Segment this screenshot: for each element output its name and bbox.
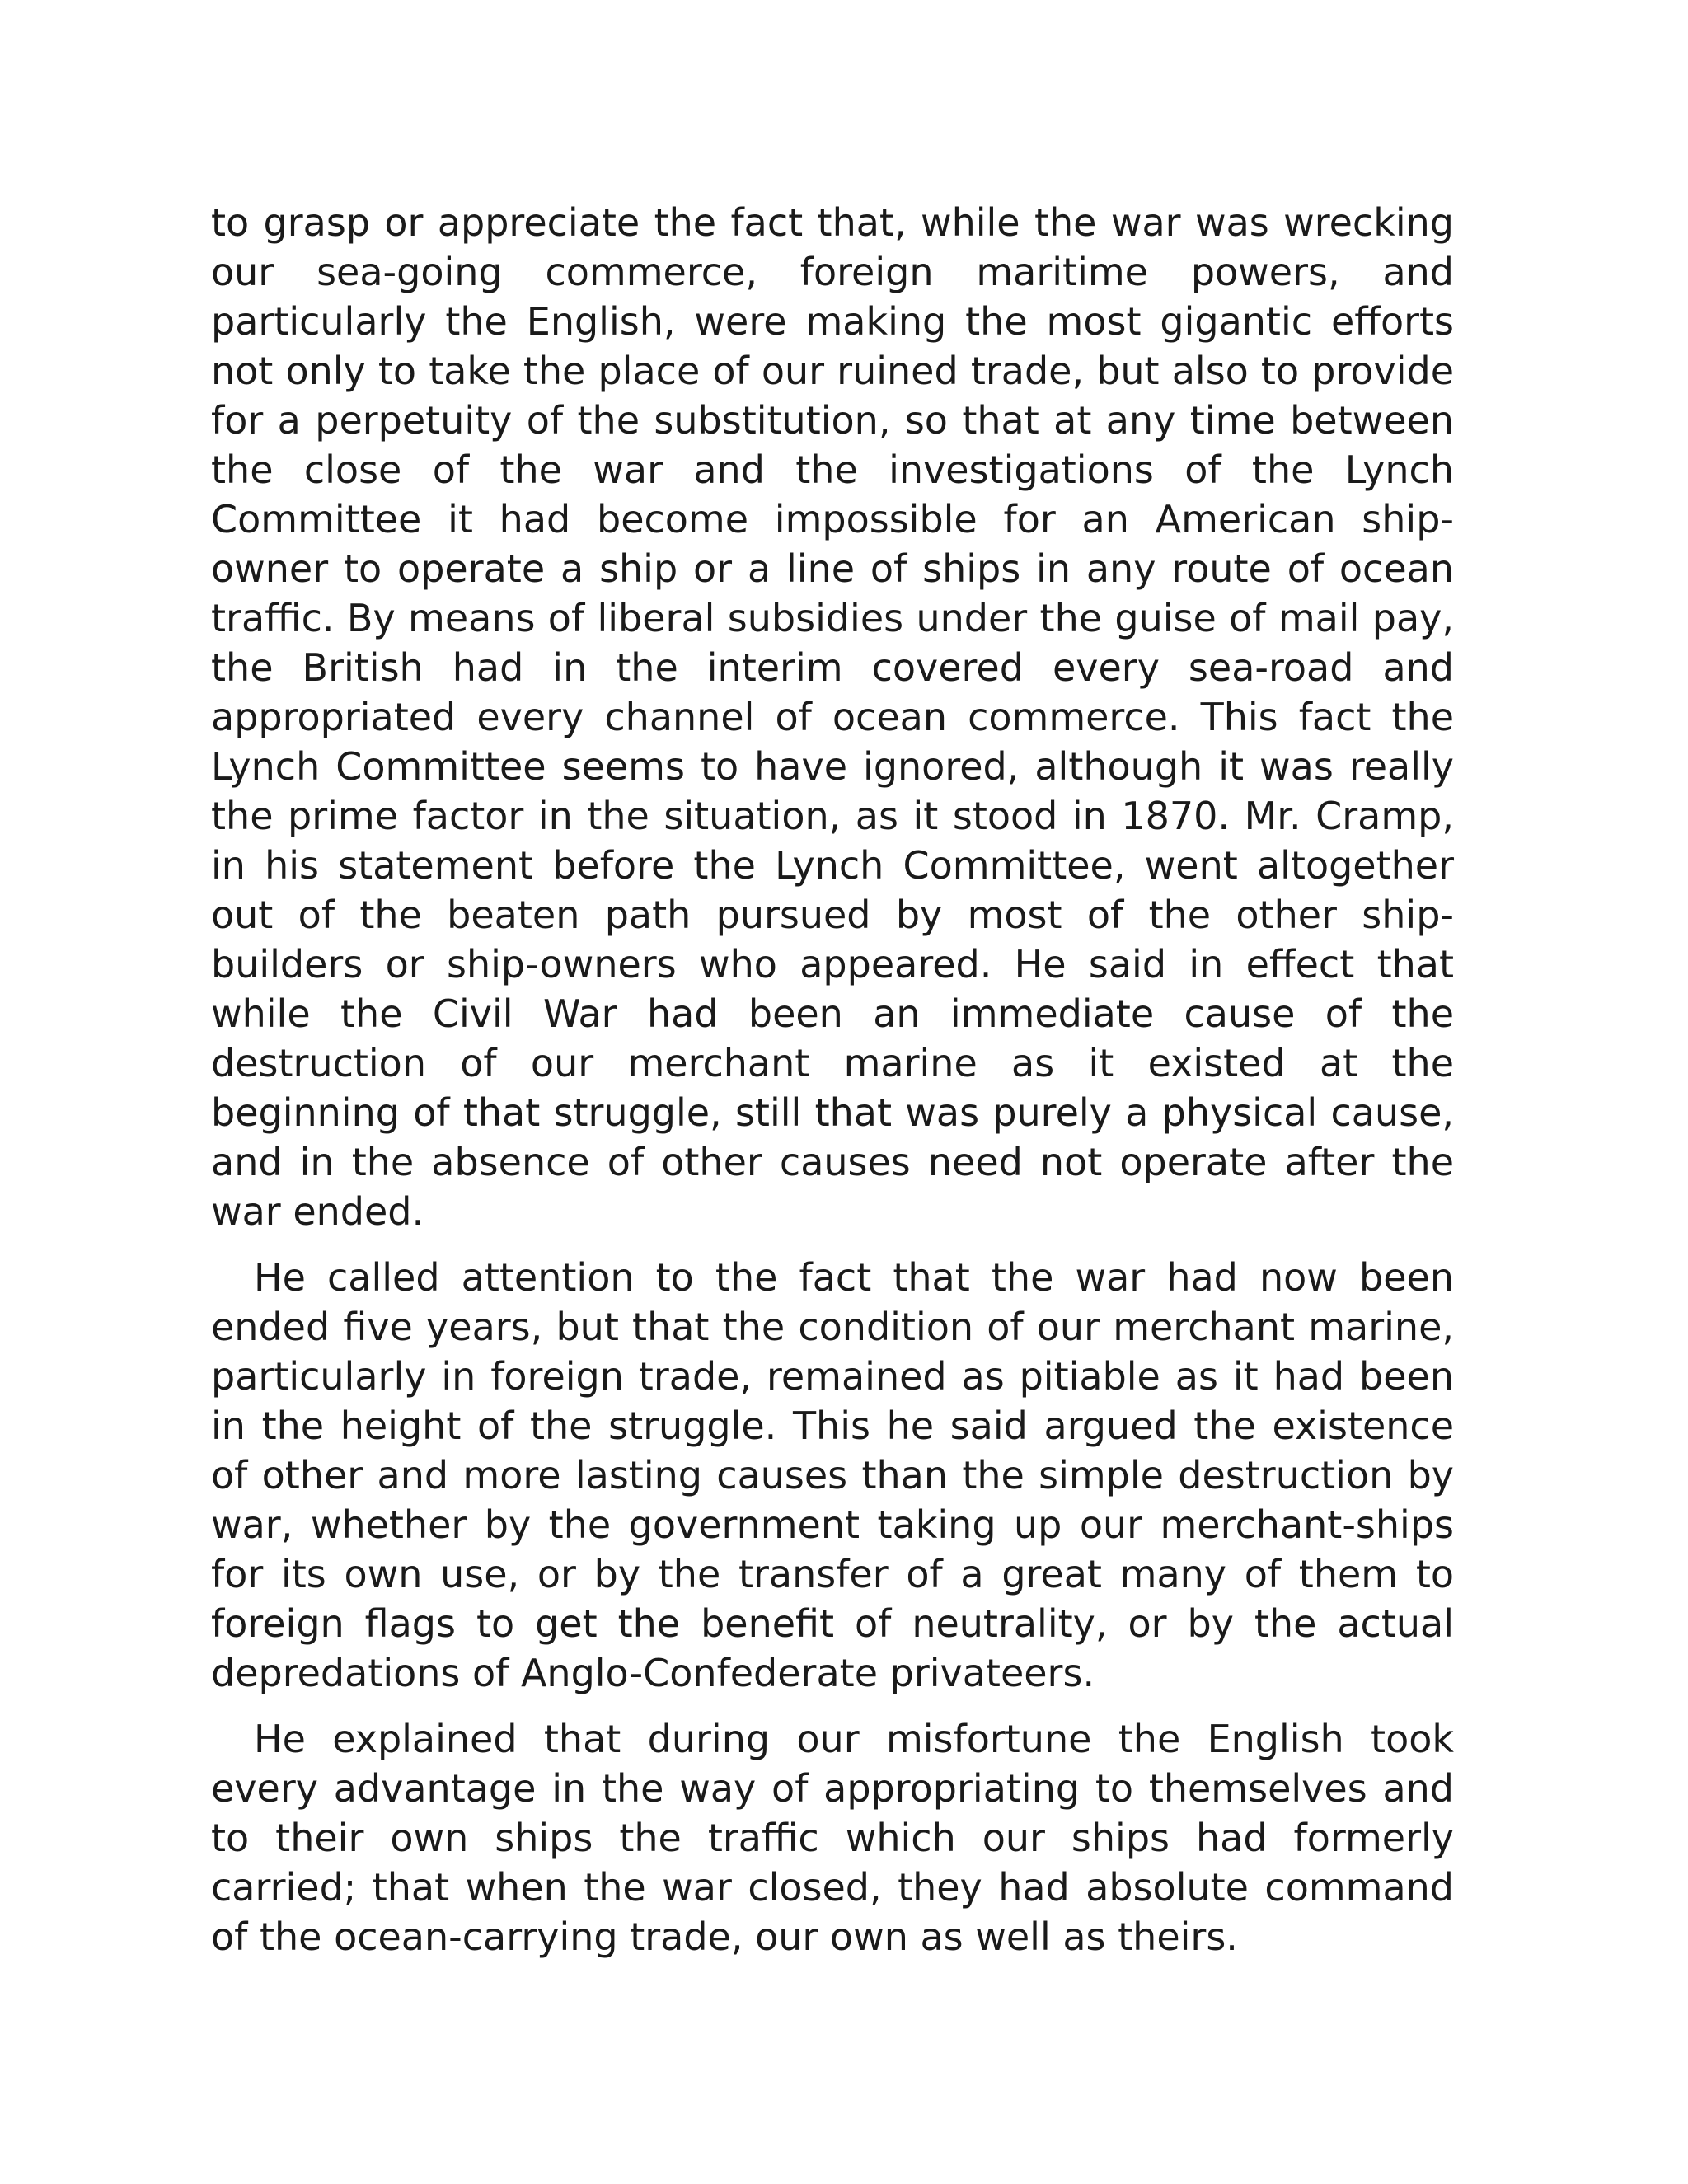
body-paragraph: He called attention to the fact that the war had now been ended five years, but that the condition of our merchant marine, particularly in foreign trade, remained as pitiable as it had been in the height of the struggle. This he said argued the existence of other and more lasting causes than the simple destruction by war, whether by the government taking up our merchant-ships for its own use, or by the transfer of a great many of them to foreign flags to get the benefit of neutrality, or by the actual depredations of Anglo-Confederate privateers. [211, 1255, 1454, 1695]
document-page [211, 198, 1454, 1978]
body-paragraph: He explained that during our misfortune the English took every advantage in the way of appropriating to themselves and to their own ships the traffic which our ships had formerly carried; that when the war closed, they had absolute command of the ocean-carrying trade, our own as well as theirs. [211, 1717, 1454, 1959]
body-paragraph: to grasp or appreciate the fact that, while the war was wrecking our sea-going commerce, foreign maritime powers, and particularly the English, were making the most gigantic efforts not only to take the place of our ruined trade, but also to provide for a perpetuity of the substitution, so that at any time between the close of the war and the investigations of the Lynch Committee it had become impossible for an American ship-owner to operate a ship or a line of ships in any route of ocean traffic. By means of liberal subsidies under the guise of mail pay, the British had in the interim covered every sea-road and appropriated every channel of ocean commerce. This fact the Lynch Committee seems to have ignored, although it was really the prime factor in the situation, as it stood in 1870. Mr. Cramp, in his statement before the Lynch Committee, went altogether out of the beaten path pursued by most of the other ship-builders or ship-owners who appeared. He said in effect that while the Civil War had been an immediate cause of the destruction of our merchant marine as it existed at the beginning of that struggle, still that was purely a physical cause, and in the absence of other causes need not operate after the war ended. [211, 200, 1454, 1234]
